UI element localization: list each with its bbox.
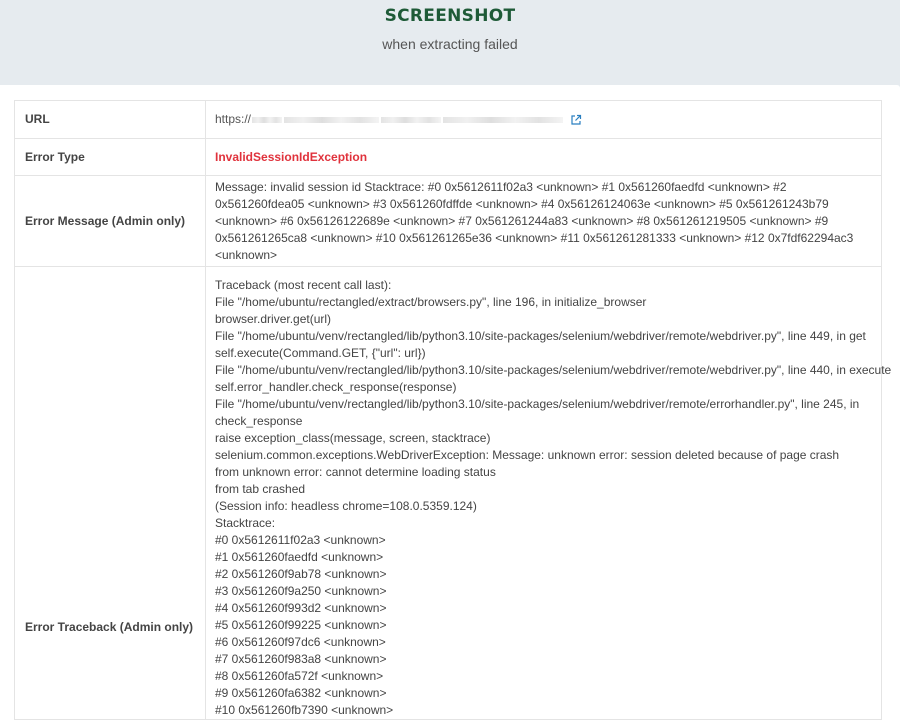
traceback-line: #7 0x561260f983a8 <unknown>: [215, 652, 387, 666]
traceback-line: File "/home/ubuntu/venv/rectangled/lib/python3.10/site-packages/selenium/webdriver/remote/webdriver.py", line 449, in get: [215, 329, 866, 343]
error-traceback-label: Error Traceback (Admin only): [15, 267, 206, 720]
traceback-line: File "/home/ubuntu/rectangled/extract/browsers.py", line 196, in initialize_browser: [215, 295, 647, 309]
traceback-line: Stacktrace:: [215, 516, 276, 530]
redacted-url-segment: [381, 117, 441, 123]
error-type-value-cell: [206, 139, 882, 176]
external-link-icon[interactable]: [570, 114, 582, 126]
traceback-line: #3 0x561260f9a250 <unknown>: [215, 584, 387, 598]
traceback-line: self.execute(Command.GET, {"url": url}): [215, 346, 426, 360]
traceback-line: Traceback (most recent call last):: [215, 278, 392, 292]
traceback-line: from unknown error: cannot determine loading status: [215, 465, 496, 479]
error-message-value: Message: invalid session id Stacktrace: #0 0x5612611f02a3 <unknown> #1 0x561260faedfd <unknown> #2 0x561260fdea05 <unknown> #3 0x561260fdffde <unknown> #4 0x56126124063e <unknown> #5 0x561261243b79 <unknown> #6 0x56126122689e <unknown> #7 0x561261244a83 <unknown> #8 0x561261219505 <unknown> #9 0x561261265ca8 <unknown> #10 0x561261265e36 <unknown> #11 0x561261281333 <unknown> #12 0x7fdf62294ac3 <unknown>: [206, 176, 882, 267]
error-type-value: InvalidSessionIdException: [215, 149, 368, 164]
page-subtitle: when extracting failed: [382, 36, 518, 52]
url-label: URL: [15, 101, 206, 139]
table-row-error-traceback: [15, 267, 882, 720]
table-row-url: [15, 101, 882, 139]
traceback-line: raise exception_class(message, screen, stacktrace): [215, 431, 491, 445]
traceback-line: #6 0x561260f97dc6 <unknown>: [215, 635, 386, 649]
page-title: SCREENSHOT: [384, 6, 516, 26]
traceback-line: File "/home/ubuntu/venv/rectangled/lib/python3.10/site-packages/selenium/webdriver/remote/webdriver.py", line 440, in execute: [215, 363, 892, 377]
traceback-line: #4 0x561260f993d2 <unknown>: [215, 601, 387, 615]
traceback-line: (Session info: headless chrome=108.0.5359.124): [215, 499, 477, 513]
traceback-line: #10 0x561260fb7390 <unknown>: [215, 703, 394, 717]
traceback-line: #5 0x561260f99225 <unknown>: [215, 618, 387, 632]
redacted-url-segment: [284, 117, 379, 123]
traceback-line: #1 0x561260faedfd <unknown>: [215, 550, 384, 564]
traceback-line: selenium.common.exceptions.WebDriverException: Message: unknown error: session deleted because of page crash: [215, 448, 840, 462]
url-link[interactable]: [215, 112, 564, 126]
redacted-url-segment: [252, 117, 282, 123]
traceback-line: self.error_handler.check_response(response): [215, 380, 457, 394]
error-traceback-value: [206, 267, 892, 720]
traceback-line: from tab crashed: [215, 482, 306, 496]
traceback-line: File "/home/ubuntu/venv/rectangled/lib/python3.10/site-packages/selenium/webdriver/remote/errorhandler.py", line 245, in check_response: [215, 397, 860, 428]
url-prefix: https://: [215, 112, 252, 126]
traceback-line: #2 0x561260f9ab78 <unknown>: [215, 567, 387, 581]
page-header: [0, 0, 900, 84]
table-row-error-message: [15, 176, 882, 267]
table-row-error-type: [15, 139, 882, 176]
url-value-cell: [206, 101, 882, 139]
error-details-table: [14, 100, 892, 720]
traceback-line: #9 0x561260fa6382 <unknown>: [215, 686, 387, 700]
traceback-line: #8 0x561260fa572f <unknown>: [215, 669, 384, 683]
traceback-line: browser.driver.get(url): [215, 312, 332, 326]
traceback-line: #0 0x5612611f02a3 <unknown>: [215, 533, 386, 547]
details-panel: [0, 85, 900, 721]
redacted-url-segment: [443, 117, 563, 123]
error-type-label: Error Type: [15, 139, 206, 176]
error-message-label: Error Message (Admin only): [15, 176, 206, 267]
